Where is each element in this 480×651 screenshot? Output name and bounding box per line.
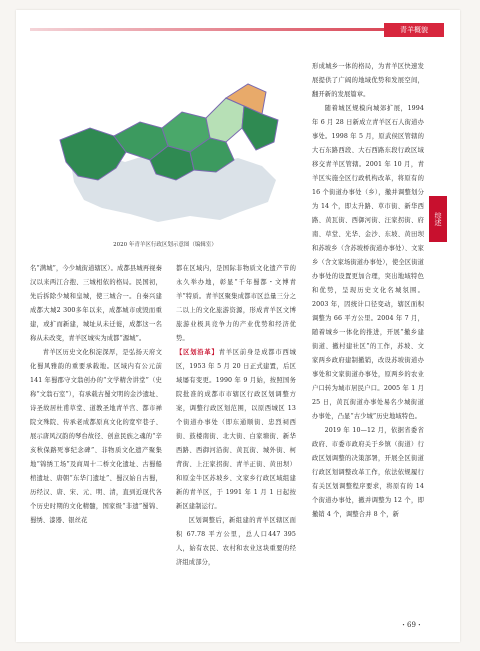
map-region-east-light	[206, 98, 244, 142]
district-map	[30, 62, 300, 232]
paragraph-text: 青羊区前身是成都市西城区，1953 年 5 月 20 日正式建置，后区域屡有变更。1990 年 9 月始，按照国务院批准的成都市市辖区行政区划调整方案，调整行政区划范围，以原西城区 13 个街道办事处（即东通顺街、忠烈祠西街、鼓楼南街、北大街、白家塘街、新华西路、西御河沿街、黄瓦街、城外街、柯背街、上汪家拐街、青羊正街、黄田坝）和原金牛区苏坡乡、文家乡行政区域组建新的青羊区，于 1991 年 1 月 1 日起按新区建制运行。	[176, 349, 296, 510]
page-number: ・69・	[400, 621, 423, 629]
paragraph: 随着城区规模向城郊扩展，1994 年 6 月 28 日新成立青羊区石人街道办事处。1998 年 5 月，原武侯区管辖的大石东路西段、大石西路东段行政区域移交青羊区管辖。2001 年 10 月，青羊区实施全区行政机构改革，将原有的 16 个街道办事处（乡），撤并调整划分为 14 个，即太升路、草市街、新华西路、黄瓦街、西御河街、汪家拐街、府南、草堂、光华、金沙、东坡、黄田坝和苏坡乡（含苏坡桥街道办事处）、文家乡（含文家场街道办事处），使全区街道办事处的设置更加合理，突出地域特色和优势，呈现历史文化名城氛围。2003 年，因统计口径变动，辖区面积调整为 66 平方公里。2004 年 7 月，随着城乡一体化的推进，开展“撤乡建街道、撤村建社区”的工作，苏坡、文家两乡政府建制撤销，改设苏坡街道办事处和文家街道办事处，原两乡的农业户口转为城市居民户口。2005 年 1 月 25 日，黄瓦街道办事处易名少城街道办事处，凸显“古少城”历史地域特色。	[312, 105, 424, 420]
text-column-1	[30, 262, 162, 612]
paragraph: 2019 年 10—12 月，依据省委省政府、市委市政府关于乡镇（街道）行政区划调整的决策部署，开展全区街道行政区划调整改革工作，依法依规履行有关区划调整程序要求，将原有的 14 个街道办事处，撤并调整为 12 个，即撤销 4 个，调整合并 8 个，新	[312, 427, 424, 518]
text-column-2	[176, 262, 296, 612]
map-region-northeast	[242, 106, 278, 150]
paragraph: 都在区域内，是国际非物质文化遗产节的永久举办地，彰显“千年蜀都・文博青羊”特质。青羊区聚集成都市区总量三分之二以上的文化旅游资源，形成青羊区文博旅游业极具竞争力的产业优势和经济优势。	[176, 265, 296, 342]
section-paragraph	[176, 346, 296, 514]
figure-caption: 2020 年青羊区行政区划示意图（编辑室）	[113, 242, 217, 248]
paragraph: 青羊区历史文化积淀深厚，是弘扬天府文化蜀风雅韵的重要承载地。区域内有公元前 141 年蜀郡守文翁创办的“文学精舍讲堂”（史称“文翁石室”），有承载古蜀文明的金沙遗址、诗圣故居杜甫草堂、道教圣地青羊宫、都市禅院文殊院、传承老成都原真文化的宽窄巷子、展示唐风汉韵的琴台故径、创意民族之魂的“辛亥秋保路死事纪念碑”、非物质文化遗产聚集地“锦绣工场”及商周十二桥文化遗址、古蜀船棺遗址、唐朝“东华门遗址”、蜀汉始自古蜀，历经汉、唐、宋、元、明、清，直到近现代各个历史时期的文化精髓，国家级“非遗”蜀锦、蜀绣、漆器、银丝花	[30, 349, 162, 524]
paragraph: 形成城乡一体的格局，为青羊区快速发展提供了广阔的地域优势和发展空间，翻开新的发展篇章。	[312, 63, 424, 98]
paragraph: 区划调整后，新组建的青羊区辖区面积 67.78 平方公里，总人口447 395 人，始有农民、农村和农业这块重要的经济组成部分，	[176, 517, 296, 566]
section-header-tab: 青羊概貌	[384, 23, 444, 37]
paragraph: 名“满城”，今少城街道辖区）。成都县城再视秦汉以来两江合抱、三城相依的格局。民国初，先后拆除少城和皇城，使三城合一。自秦兴建成都大城2 300多年以来，成都城市或毁而重建，或扩而新建，城址从未迁徙，成都这一名称从未改变，青羊区城实为成都“源城”。	[30, 265, 162, 342]
section-label: 【区划沿革】	[176, 349, 219, 356]
text-column-3	[312, 60, 424, 620]
header-rule	[30, 28, 390, 31]
side-tab: 综述	[429, 196, 447, 242]
